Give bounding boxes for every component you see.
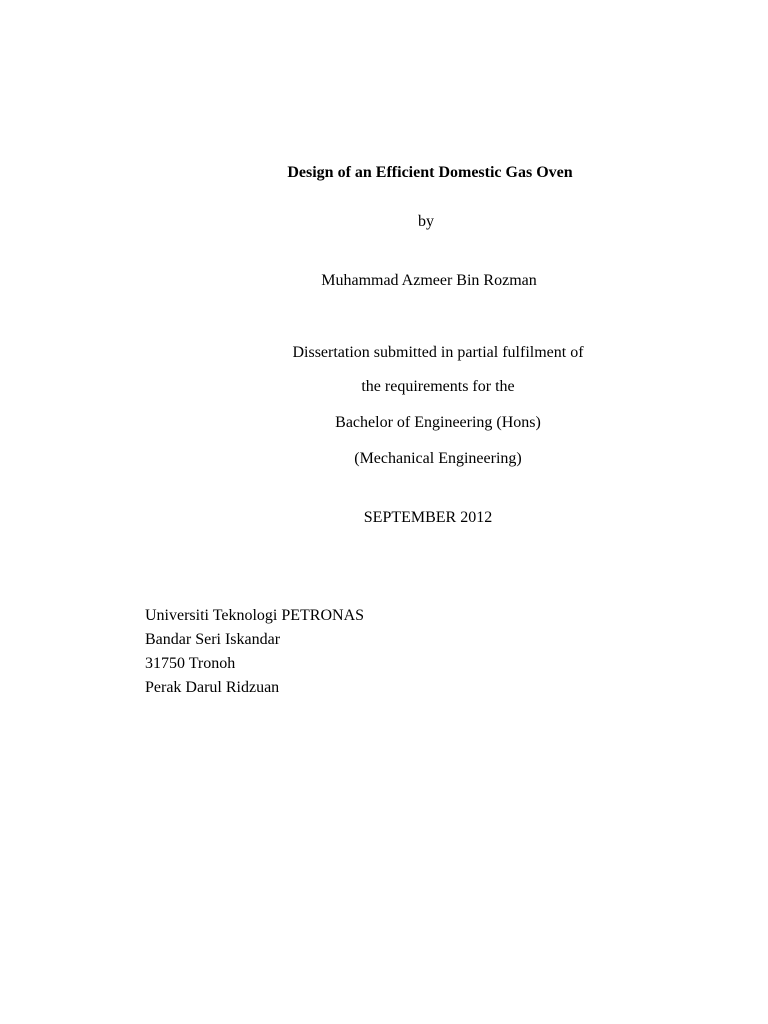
- university-address: [145, 604, 364, 700]
- by-label: by: [418, 213, 434, 230]
- author-name: Muhammad Azmeer Bin Rozman: [321, 272, 537, 289]
- address-line-postcode: 31750 Tronoh: [145, 655, 236, 672]
- dissertation-line-1: Dissertation submitted in partial fulfilment of: [292, 344, 584, 361]
- address-line-state: Perak Darul Ridzuan: [145, 679, 280, 696]
- degree-line: Bachelor of Engineering (Hons): [335, 414, 541, 431]
- submission-date: SEPTEMBER 2012: [363, 509, 493, 526]
- dissertation-line-2: the requirements for the: [361, 378, 515, 395]
- address-line-university: Universiti Teknologi PETRONAS: [145, 607, 365, 624]
- thesis-title: Design of an Efficient Domestic Gas Oven: [287, 164, 573, 181]
- address-line-town: Bandar Seri Iskandar: [145, 631, 281, 648]
- program-line: (Mechanical Engineering): [354, 450, 522, 467]
